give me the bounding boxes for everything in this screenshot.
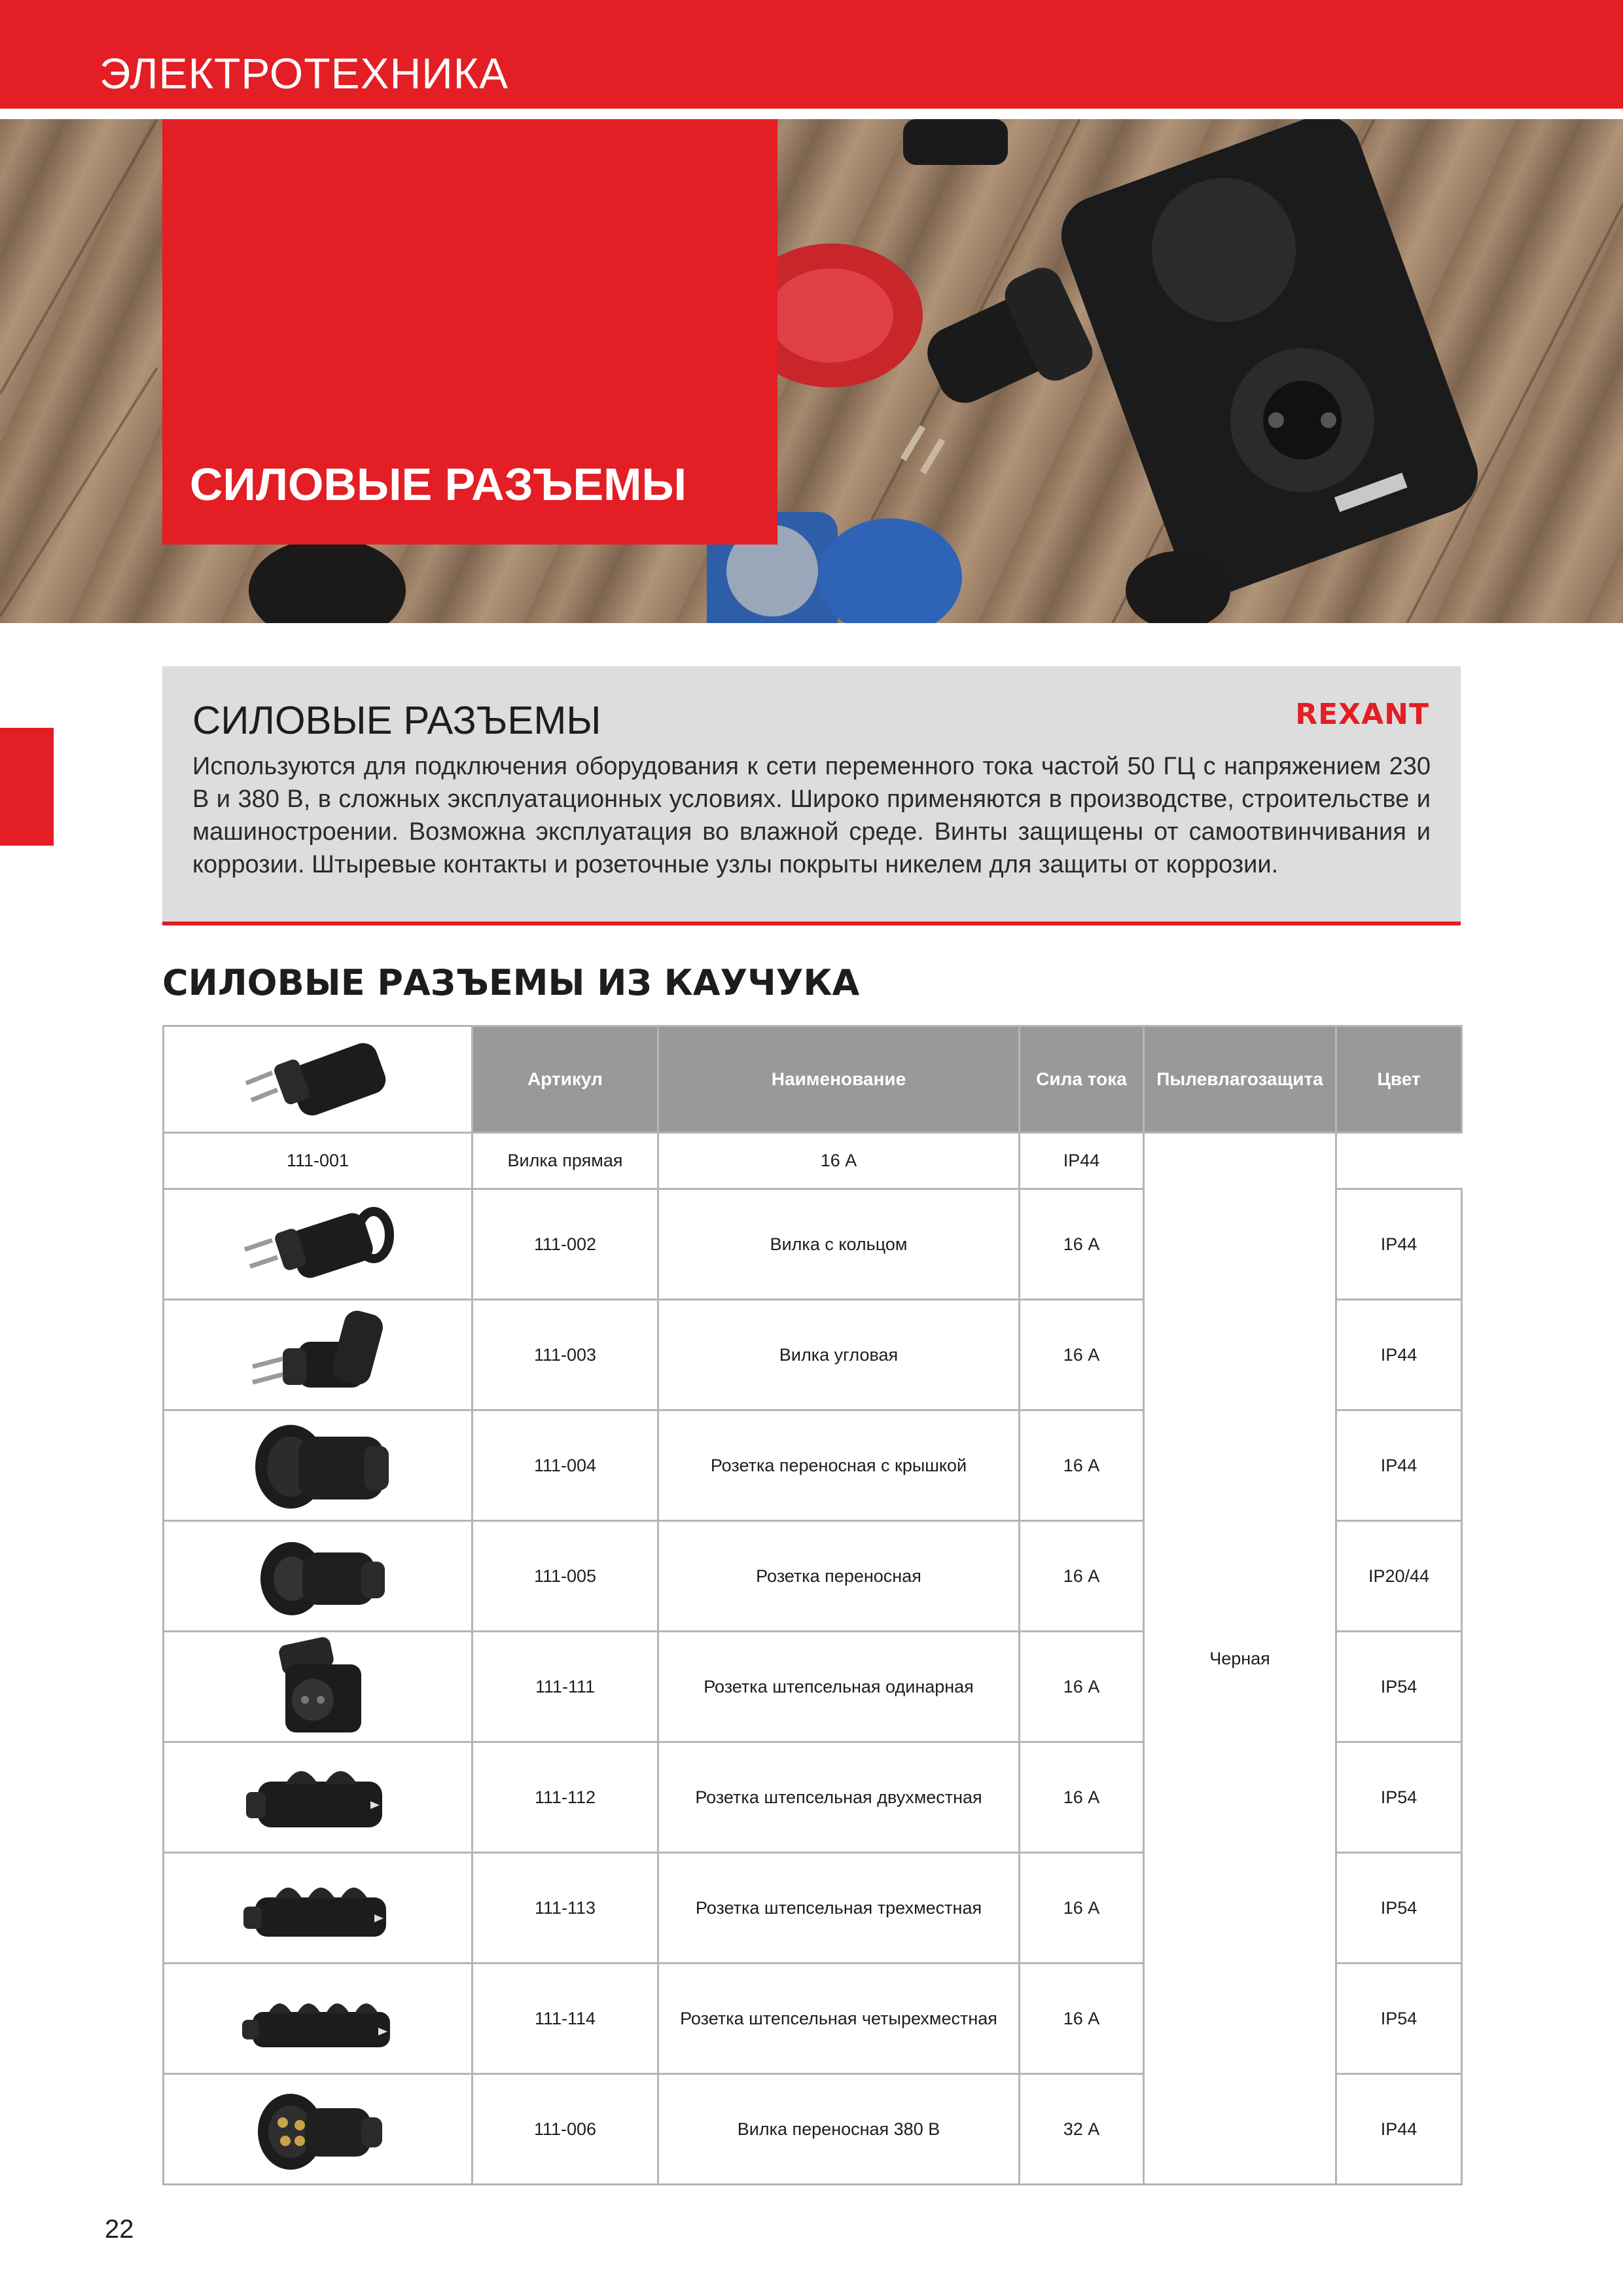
col-header-color: Цвет bbox=[1336, 1026, 1462, 1133]
angled-plug-icon bbox=[240, 1302, 397, 1407]
top-banner bbox=[0, 0, 1623, 109]
product-image-cell bbox=[164, 1632, 473, 1742]
description-title: СИЛОВЫЕ РАЗЪЕМЫ bbox=[192, 698, 601, 742]
plug-380v-icon bbox=[240, 2077, 397, 2181]
banner-divider bbox=[0, 109, 1623, 119]
name-cell: Розетка штепсельная одинарная bbox=[658, 1632, 1020, 1742]
name-cell: Розетка переносная с крышкой bbox=[658, 1410, 1020, 1521]
brand-logo: REXANT bbox=[1295, 698, 1429, 731]
straight-plug-icon bbox=[240, 1027, 397, 1132]
current-cell: 16 А bbox=[1020, 1742, 1144, 1853]
section-title: СИЛОВЫЕ РАЗЪЕМЫ ИЗ КАУЧУКА bbox=[162, 962, 860, 1003]
article-cell: 111-111 bbox=[473, 1632, 658, 1742]
product-image-cell bbox=[164, 1964, 473, 2074]
protection-cell: IP54 bbox=[1336, 1632, 1462, 1742]
quad-socket-icon bbox=[240, 1966, 397, 2071]
protection-cell: IP44 bbox=[1020, 1133, 1144, 1189]
hero-title: СИЛОВЫЕ РАЗЪЕМЫ bbox=[190, 459, 687, 510]
portable-socket-icon bbox=[240, 1524, 397, 1628]
current-cell: 16 А bbox=[658, 1133, 1020, 1189]
name-cell: Розетка штепсельная трехместная bbox=[658, 1853, 1020, 1964]
name-cell: Вилка переносная 380 В bbox=[658, 2074, 1020, 2185]
name-cell: Розетка штепсельная четырехместная bbox=[658, 1964, 1020, 2074]
article-cell: 111-002 bbox=[473, 1189, 658, 1300]
article-cell: 111-003 bbox=[473, 1300, 658, 1410]
article-cell: 111-114 bbox=[473, 1964, 658, 2074]
protection-cell: IP54 bbox=[1336, 1853, 1462, 1964]
article-cell: 111-005 bbox=[473, 1521, 658, 1632]
single-socket-icon bbox=[240, 1634, 397, 1739]
product-image-cell bbox=[164, 1853, 473, 1964]
article-cell: 111-004 bbox=[473, 1410, 658, 1521]
protection-cell: IP54 bbox=[1336, 1964, 1462, 2074]
col-header-current: Сила тока bbox=[1020, 1026, 1144, 1133]
current-cell: 32 А bbox=[1020, 2074, 1144, 2185]
product-image-cell bbox=[164, 1300, 473, 1410]
protection-cell: IP44 bbox=[1336, 1300, 1462, 1410]
side-tab-marker bbox=[0, 728, 54, 846]
name-cell: Вилка прямая bbox=[473, 1133, 658, 1189]
protection-cell: IP20/44 bbox=[1336, 1521, 1462, 1632]
name-cell: Вилка угловая bbox=[658, 1300, 1020, 1410]
product-image-cell bbox=[164, 1521, 473, 1632]
page-number: 22 bbox=[105, 2215, 134, 2244]
triple-socket-icon bbox=[240, 1856, 397, 1960]
double-socket-icon bbox=[240, 1745, 397, 1850]
name-cell: Вилка с кольцом bbox=[658, 1189, 1020, 1300]
table-row bbox=[164, 1133, 1462, 1189]
article-cell: 111-006 bbox=[473, 2074, 658, 2185]
col-header-protection: Пылевлагозащита bbox=[1144, 1026, 1336, 1133]
protection-cell: IP44 bbox=[1336, 2074, 1462, 2185]
current-cell: 16 А bbox=[1020, 1964, 1144, 2074]
protection-cell: IP44 bbox=[1336, 1189, 1462, 1300]
product-image-cell bbox=[164, 1026, 473, 1133]
portable-socket-lid-icon bbox=[240, 1413, 397, 1518]
product-image-cell bbox=[164, 2074, 473, 2185]
protection-cell: IP54 bbox=[1336, 1742, 1462, 1853]
color-cell: Черная bbox=[1144, 1133, 1336, 2185]
name-cell: Розетка переносная bbox=[658, 1521, 1020, 1632]
hero-photo bbox=[0, 119, 1623, 623]
ring-plug-icon bbox=[240, 1192, 397, 1297]
current-cell: 16 А bbox=[1020, 1300, 1144, 1410]
description-box bbox=[162, 666, 1461, 925]
article-cell: 111-112 bbox=[473, 1742, 658, 1853]
current-cell: 16 А bbox=[1020, 1410, 1144, 1521]
col-header-name: Наименование bbox=[658, 1026, 1020, 1133]
product-image-cell bbox=[164, 1189, 473, 1300]
current-cell: 16 А bbox=[1020, 1632, 1144, 1742]
article-cell: 111-113 bbox=[473, 1853, 658, 1964]
current-cell: 16 А bbox=[1020, 1521, 1144, 1632]
product-image-cell bbox=[164, 1410, 473, 1521]
description-text: Используются для подключения оборудования к сети переменного тока частой 50 ГЦ с напряжением 230 В и 380 В, в сложных эксплуатационных условиях. Широко применяются в производстве, строительстве и машиностроении. Возможна эксплуатация во влажной среде. Винты защищены от самоотвинчивания и коррозии. Штыревые контакты и розеточные узлы покрыты никелем для защиты от коррозии. bbox=[192, 753, 1431, 878]
product-image-cell bbox=[164, 1742, 473, 1853]
current-cell: 16 А bbox=[1020, 1853, 1144, 1964]
current-cell: 16 А bbox=[1020, 1189, 1144, 1300]
section-category: ЭЛЕКТРОТЕХНИКА bbox=[99, 49, 509, 98]
col-header-article: Артикул bbox=[473, 1026, 658, 1133]
protection-cell: IP44 bbox=[1336, 1410, 1462, 1521]
product-table bbox=[162, 1025, 1463, 2185]
name-cell: Розетка штепсельная двухместная bbox=[658, 1742, 1020, 1853]
article-cell: 111-001 bbox=[164, 1133, 473, 1189]
